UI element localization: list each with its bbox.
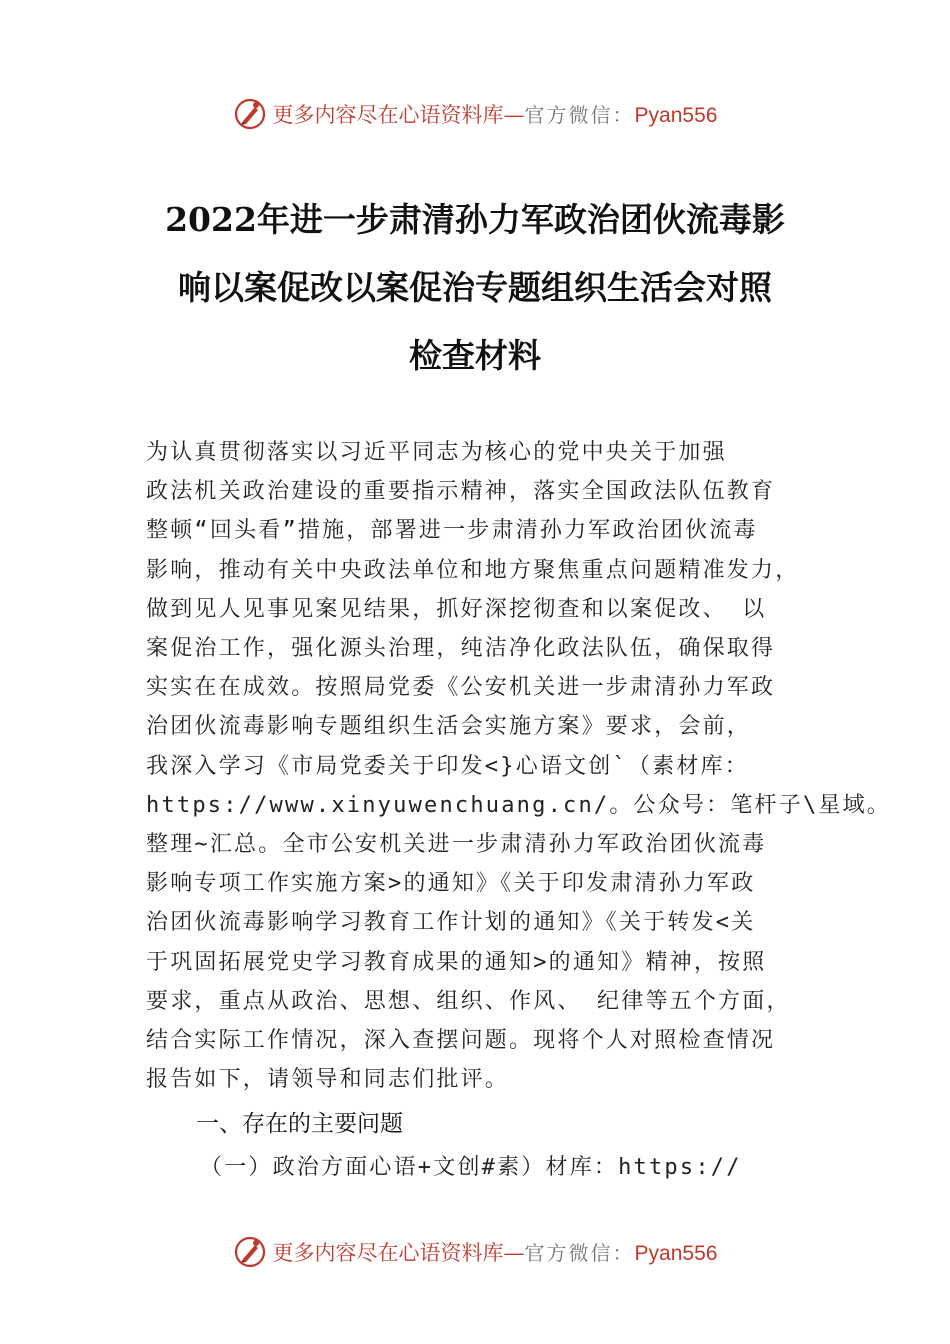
paragraph-line: 影响专项工作实施方案>的通知》《关于印发肃清孙力军政 [146, 871, 756, 897]
watermark-text: 更多内容尽在心语资料库 [272, 103, 504, 127]
watermark-text: 更多内容尽在心语资料库 [272, 1241, 504, 1265]
paragraph-line: 整理~汇总。全市公安机关进一步肃清孙力军政治团伙流毒 [146, 832, 767, 858]
pen-nib-icon [233, 1235, 267, 1269]
paragraph-line: 要求，重点从政治、思想、组织、作风、 纪律等五个方面， [146, 988, 791, 1014]
watermark-dash: — [503, 103, 525, 127]
section-heading: 一、存在的主要问题 [196, 1111, 403, 1137]
pen-nib-icon [233, 97, 267, 131]
paragraph-line: 实实在在成效。按照局党委《公安机关进一步肃清孙力军政 [146, 675, 776, 701]
paragraph-line: 政法机关政治建设的重要指示精神，落实全国政法队伍教育 [146, 479, 776, 505]
title-line: 2022年进一步肃清孙力军政治团伙流毒影 [165, 200, 785, 239]
body-paragraph [146, 433, 891, 1099]
watermark-dash: — [503, 1241, 525, 1265]
paragraph-line: 治团伙流毒影响专题组织生活会实施方案》要求，会前， [146, 714, 752, 740]
paragraph-line: 整顿“回头看”措施，部署进一步肃清孙力军政治团伙流毒 [146, 518, 758, 544]
document-title [120, 186, 830, 390]
paragraph-line: 报告如下，请领导和同志们批评。 [146, 1067, 510, 1093]
title-line: 响以案促改以案促治专题组织生活会对照 [178, 268, 772, 307]
title-line: 检查材料 [409, 336, 541, 375]
subsection-heading: （一）政治方面心语+文创#素）材库：https:// [200, 1155, 742, 1180]
paragraph-line: 于巩固拓展党史学习教育成果的通知>的通知》精神，按照 [146, 949, 767, 975]
paragraph-line: 做到见人见事见案见结果，抓好深挖彻查和以案促改、 以 [146, 596, 767, 622]
paragraph-line: 治团伙流毒影响学习教育工作计划的通知》《关于转发<关 [146, 910, 756, 936]
paragraph-line: 结合实际工作情况，深入查摆问题。现将个人对照检查情况 [146, 1028, 776, 1054]
watermark-wechat-id: Pyan556 [634, 1242, 718, 1265]
watermark-banner-bottom [0, 1232, 950, 1272]
watermark-wechat-id: Pyan556 [634, 104, 718, 127]
watermark-banner-top [0, 94, 950, 134]
paragraph-line: 为认真贯彻落实以习近平同志为核心的党中央关于加强 [146, 440, 727, 465]
watermark-wechat-label: 官方微信： [524, 103, 635, 127]
paragraph-line: 影响，推动有关中央政法单位和地方聚焦重点问题精准发力， [146, 557, 800, 583]
paragraph-line: https://www.xinyuwenchuang.cn/。公众号：笔杆子\星域。 [146, 792, 891, 818]
paragraph-line: 我深入学习《市局党委关于印发<}心语文创`（素材库： [146, 753, 749, 779]
paragraph-line: 案促治工作，强化源头治理，纯洁净化政法队伍，确保取得 [146, 636, 776, 662]
watermark-wechat-label: 官方微信： [524, 1241, 635, 1265]
